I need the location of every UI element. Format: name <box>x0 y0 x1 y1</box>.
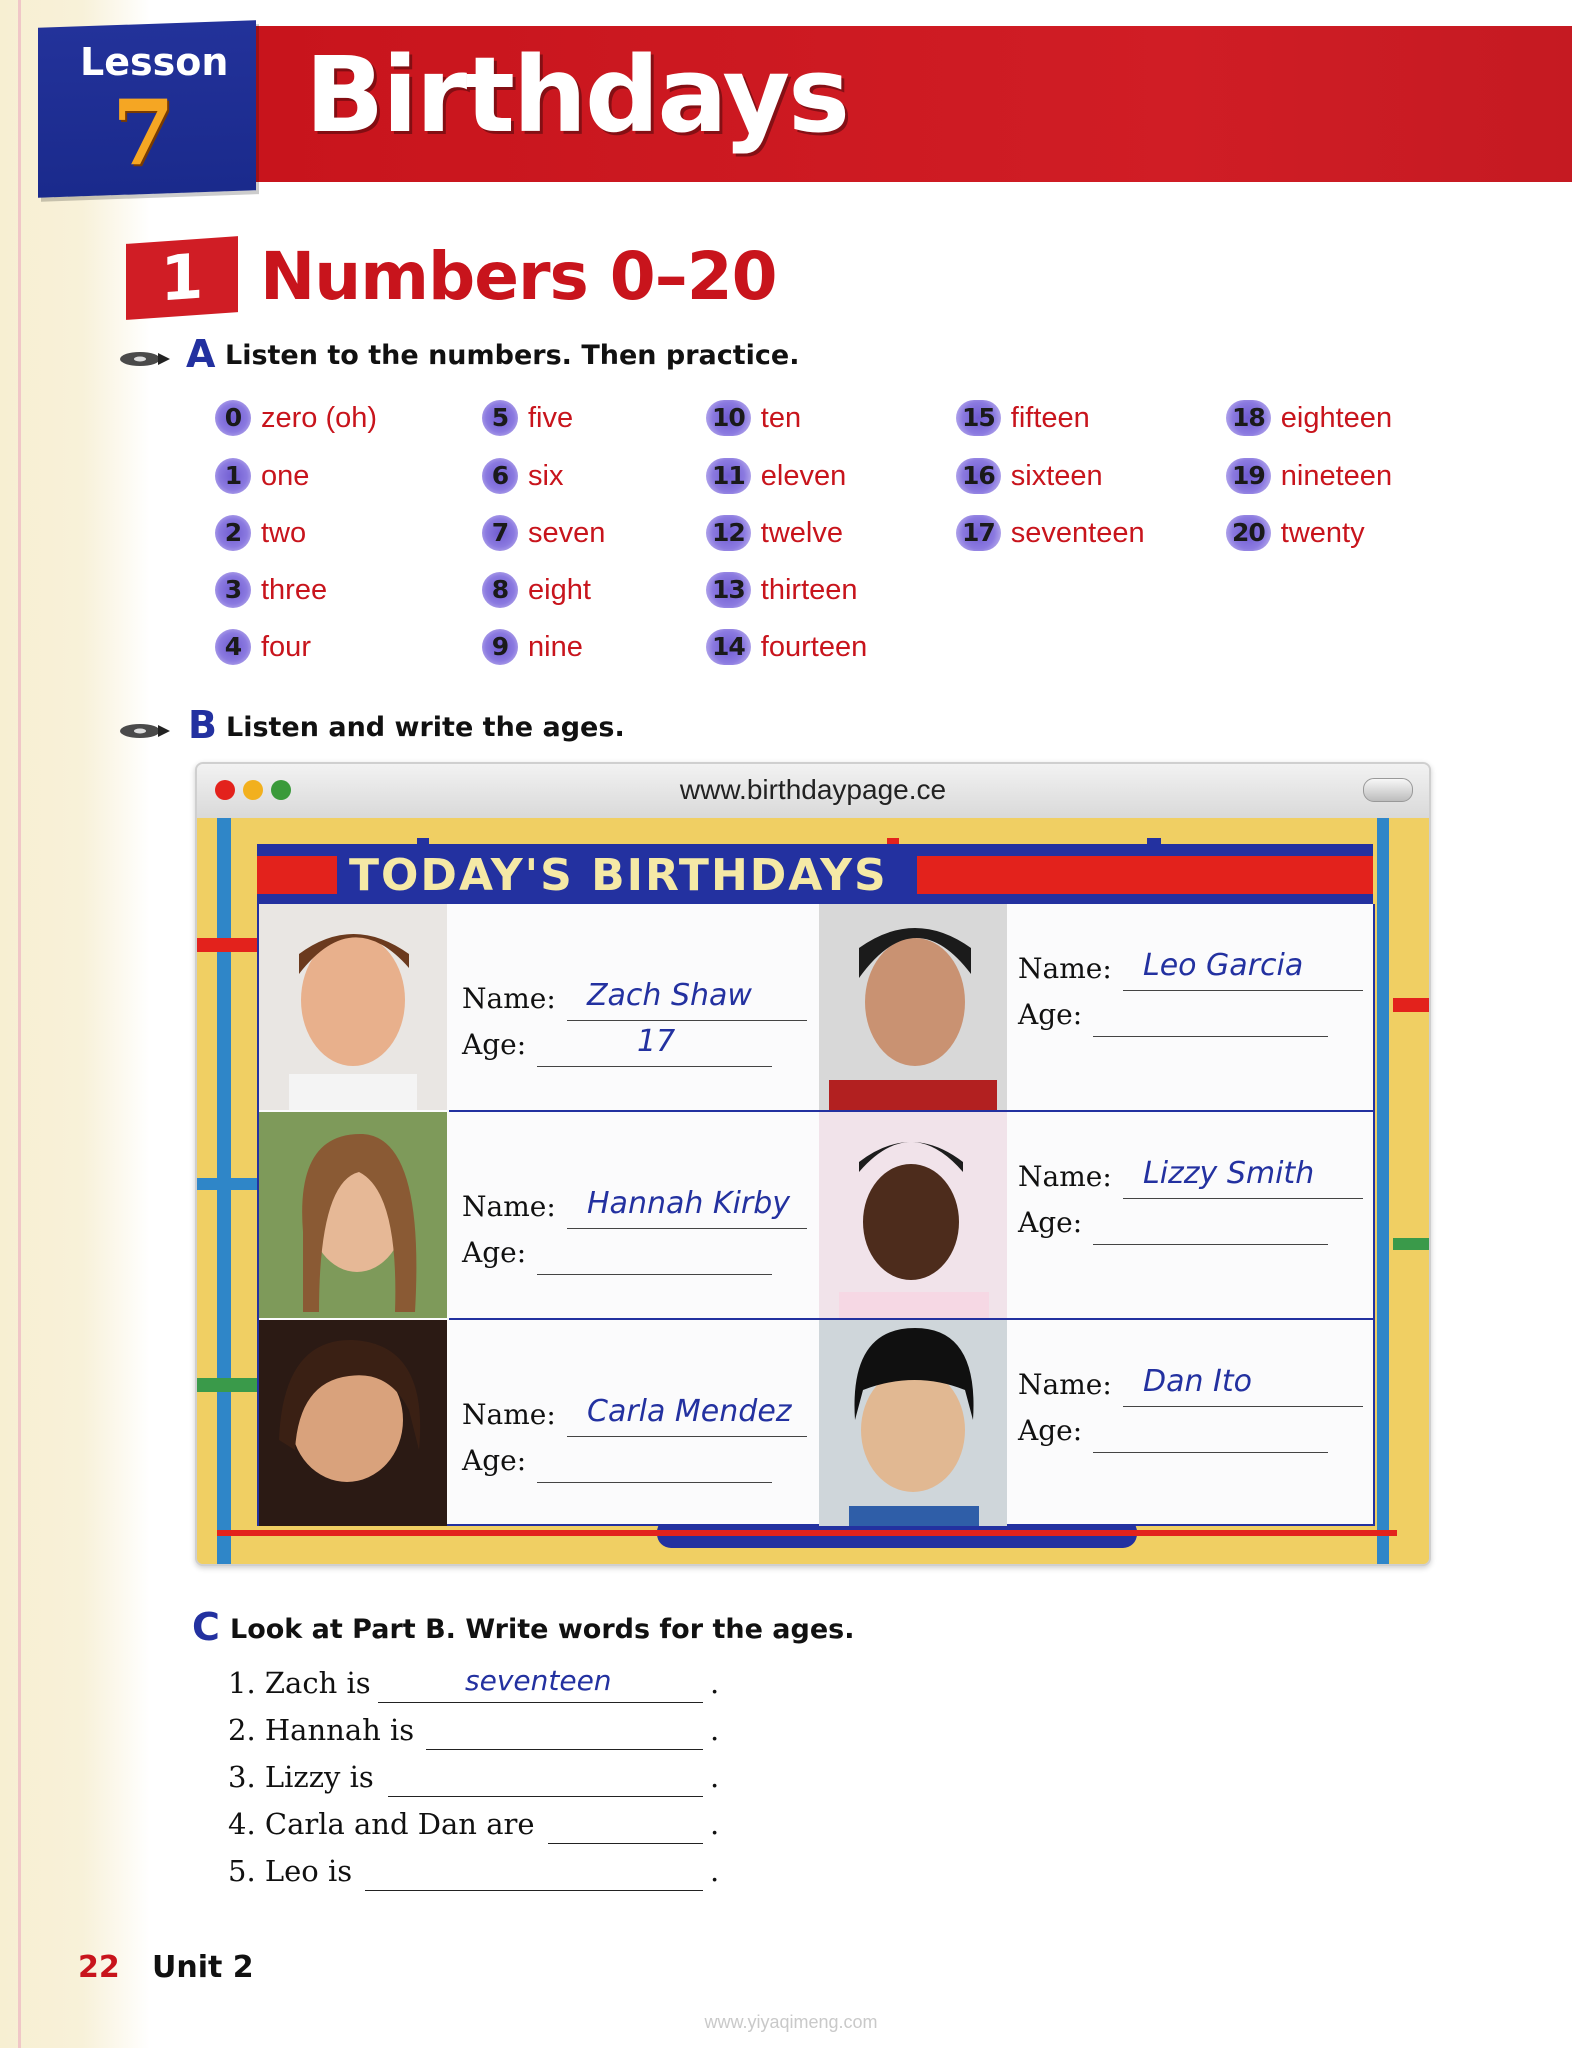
age-input-line[interactable] <box>537 1066 772 1067</box>
number-badge: 2 <box>215 515 251 551</box>
number-item <box>482 627 583 667</box>
number-item <box>215 627 311 667</box>
number-item <box>215 456 309 496</box>
photo-zach <box>259 904 447 1110</box>
part-c-instruction: Look at Part B. Write words for the ages. <box>230 1614 855 1645</box>
number-word: one <box>261 459 310 492</box>
number-word: twenty <box>1280 516 1365 549</box>
banner-title: TODAY'S BIRTHDAYS <box>349 850 888 901</box>
number-word: two <box>261 516 307 549</box>
name-label: Name: <box>462 1190 556 1223</box>
number-badge: 10 <box>706 400 751 436</box>
person-name: Dan Ito <box>1143 1364 1252 1399</box>
number-badge: 19 <box>1226 458 1271 494</box>
browser-titlebar <box>197 764 1429 818</box>
person-name: Carla Mendez <box>587 1394 792 1429</box>
number-badge: 1 <box>215 458 251 494</box>
age-label: Age: <box>462 1236 527 1269</box>
photo-carla <box>259 1320 447 1526</box>
number-word: eighteen <box>1280 401 1393 434</box>
name-underline <box>1123 1198 1363 1199</box>
number-item <box>956 398 1090 438</box>
banner-stripe <box>917 856 1373 894</box>
answer-blank[interactable] <box>548 1843 703 1844</box>
number-badge: 15 <box>956 400 1001 436</box>
number-item <box>706 513 843 553</box>
number-word: zero (oh) <box>261 401 378 434</box>
number-word: seven <box>528 516 606 549</box>
sentence-period: . <box>710 1807 720 1841</box>
number-badge: 16 <box>956 458 1001 494</box>
number-badge: 6 <box>482 458 518 494</box>
photo-dan <box>819 1320 1007 1526</box>
person-name: Lizzy Smith <box>1143 1156 1315 1191</box>
age-label: Age: <box>1018 998 1083 1031</box>
section-title: Numbers 0–20 <box>260 238 777 315</box>
number-item <box>706 398 801 438</box>
sentence-prompt: 4. Carla and Dan are <box>228 1807 535 1841</box>
answer-blank[interactable] <box>426 1749 703 1750</box>
lesson-label: Lesson <box>80 40 229 84</box>
birthdays-banner <box>257 844 1373 904</box>
watermark: www.yiyaqimeng.com <box>704 2012 878 2032</box>
number-word: six <box>528 459 564 492</box>
name-underline <box>1123 990 1363 991</box>
number-item <box>215 513 306 553</box>
age-input-line[interactable] <box>537 1482 772 1483</box>
sentence-prompt: 5. Leo is <box>228 1854 353 1888</box>
age-label: Age: <box>462 1444 527 1477</box>
section-number: 1 <box>126 236 238 320</box>
part-a-instruction: Listen to the numbers. Then practice. <box>225 340 800 371</box>
number-word: twelve <box>760 516 843 549</box>
audio-cd-icon[interactable] <box>118 350 170 368</box>
age-label: Age: <box>462 1028 527 1061</box>
name-label: Name: <box>1018 952 1112 985</box>
sentence-period: . <box>710 1713 720 1747</box>
lesson-number: 7 <box>112 80 175 186</box>
page-edge-line <box>18 0 21 2048</box>
part-b-letter: B <box>188 703 217 747</box>
number-badge: 14 <box>706 629 751 665</box>
page-number: 22 <box>78 1950 120 1985</box>
number-item <box>1226 456 1392 496</box>
sentence-period: . <box>710 1760 720 1794</box>
number-badge: 18 <box>1226 400 1271 436</box>
number-word: thirteen <box>760 573 858 606</box>
number-word: ten <box>760 401 802 434</box>
person-name: Hannah Kirby <box>587 1186 791 1221</box>
number-item <box>482 570 591 610</box>
number-word: sixteen <box>1010 459 1103 492</box>
number-item <box>1226 513 1365 553</box>
number-badge: 5 <box>482 400 518 436</box>
lesson-title: Birthdays <box>305 34 849 156</box>
name-underline <box>567 1436 807 1437</box>
number-word: five <box>528 401 574 434</box>
age-input-line[interactable] <box>1093 1452 1328 1453</box>
number-badge: 0 <box>215 400 251 436</box>
sentence-period: . <box>710 1854 720 1888</box>
answer-blank[interactable] <box>378 1702 703 1703</box>
number-badge: 13 <box>706 572 751 608</box>
photo-leo <box>819 904 1007 1110</box>
person-name: Leo Garcia <box>1143 948 1304 983</box>
browser-url[interactable]: www.birthdaypage.ce <box>679 774 947 805</box>
person-name: Zach Shaw <box>587 978 752 1013</box>
name-label: Name: <box>1018 1368 1112 1401</box>
name-label: Name: <box>462 982 556 1015</box>
photo-hannah <box>259 1112 447 1318</box>
person-age[interactable]: 17 <box>637 1024 676 1059</box>
number-badge: 9 <box>482 629 518 665</box>
number-word: seventeen <box>1010 516 1145 549</box>
answer-blank[interactable] <box>365 1890 703 1891</box>
number-word: three <box>261 573 328 606</box>
age-input-line[interactable] <box>1093 1244 1328 1245</box>
part-c-letter: C <box>192 1605 220 1649</box>
birthday-cards <box>257 904 1375 1526</box>
age-input-line[interactable] <box>537 1274 772 1275</box>
number-badge: 3 <box>215 572 251 608</box>
number-word: eleven <box>760 459 847 492</box>
number-word: nineteen <box>1280 459 1393 492</box>
number-word: fifteen <box>1010 401 1090 434</box>
answer-text[interactable]: seventeen <box>465 1664 612 1697</box>
number-word: eight <box>528 573 591 606</box>
number-badge: 7 <box>482 515 518 551</box>
age-label: Age: <box>1018 1206 1083 1239</box>
number-item <box>482 513 605 553</box>
number-item <box>482 456 563 496</box>
number-badge: 4 <box>215 629 251 665</box>
name-underline <box>567 1020 807 1021</box>
name-label: Name: <box>1018 1160 1112 1193</box>
number-badge: 11 <box>706 458 751 494</box>
number-badge: 20 <box>1226 515 1271 551</box>
banner-stripe <box>257 856 337 894</box>
number-item <box>706 456 846 496</box>
number-word: nine <box>528 630 583 663</box>
number-badge: 17 <box>956 515 1001 551</box>
name-label: Name: <box>462 1398 556 1431</box>
photo-lizzy <box>819 1112 1007 1318</box>
number-item <box>1226 398 1392 438</box>
number-word: fourteen <box>760 630 868 663</box>
number-item <box>482 398 573 438</box>
number-word: four <box>261 630 311 663</box>
toolbar-toggle-icon[interactable] <box>1363 778 1413 802</box>
audio-cd-icon[interactable] <box>118 722 170 740</box>
number-item <box>215 398 377 438</box>
sentence-prompt: 1. Zach is <box>228 1666 371 1700</box>
name-underline <box>567 1228 807 1229</box>
number-item <box>706 627 867 667</box>
age-label: Age: <box>1018 1414 1083 1447</box>
sentence-prompt: 2. Hannah is <box>228 1713 415 1747</box>
name-underline <box>1123 1406 1363 1407</box>
sentence-period: . <box>710 1666 720 1700</box>
unit-label: Unit 2 <box>152 1950 254 1985</box>
sentence-prompt: 3. Lizzy is <box>228 1760 374 1794</box>
number-item <box>956 456 1103 496</box>
number-item <box>956 513 1145 553</box>
number-badge: 8 <box>482 572 518 608</box>
answer-blank[interactable] <box>388 1796 703 1797</box>
part-a-letter: A <box>186 332 216 376</box>
number-item <box>215 570 327 610</box>
age-input-line[interactable] <box>1093 1036 1328 1037</box>
number-item <box>706 570 858 610</box>
number-badge: 12 <box>706 515 751 551</box>
part-b-instruction: Listen and write the ages. <box>226 712 625 743</box>
